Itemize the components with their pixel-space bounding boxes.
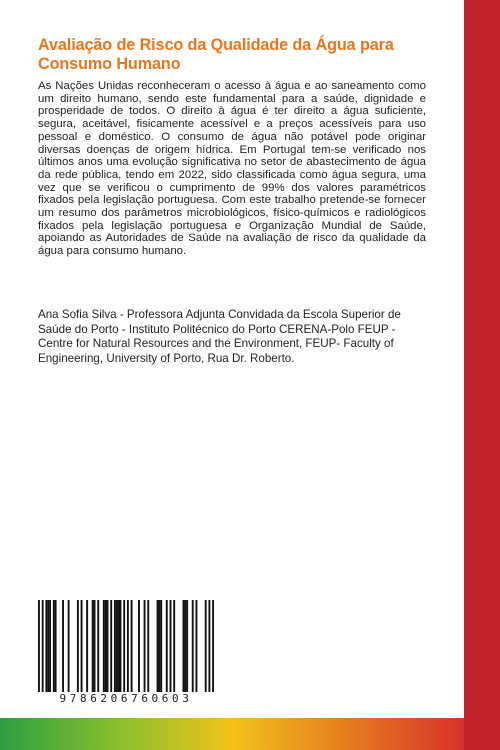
book-abstract: As Nações Unidas reconheceram o acesso à água e ao saneamento como um direito humano, sendo este fundamental para a saúde, dignidade e prosperidade de todos. O direito à água é ter direito a água suficiente, segura, aceitável, fisicamente acessível e a preços acessíveis para uso pessoal e doméstico. O consumo de água não potável pode originar diversas doenças de origem hídrica. Em Portugal tem-se verificado nos últimos anos uma evolução significativa no setor de abastecimento de água da rede pública, tendo em 2022, sido classificada como água segura, uma vez que se verificou o cumprimento de 99% dos valores paramétricos fixados pela legislação portuguesa. Com este trabalho pretende-se fornecer um resumo dos parâmetros microbiológicos, físico-químicos e radiológicos fixados pela legislação portuguesa e Organização Mundial de Saúde, apoiando as Autoridades de Saúde na avaliação de risco da qualidade da água para consumo humano.: [38, 80, 426, 258]
color-strip-segment: [0, 718, 93, 750]
back-cover-text: [38, 36, 426, 258]
isbn-barcode: [38, 600, 214, 710]
author-bio: Ana Sofia Silva - Professora Adjunta Convidada da Escola Superior de Saúde do Porto - Instituto Politécnico do Porto CERENA-Polo FEUP - Centre for Natural Resources and the Environment, FEUP- Faculty of Engineering, University of Porto, Rua Dr. Roberto.: [38, 308, 401, 365]
book-title: Avaliação de Risco da Qualidade da Água para Consumo Humano: [38, 36, 394, 73]
spine-band: [464, 0, 500, 750]
isbn-number: 9786206760603: [59, 692, 193, 705]
color-strip-segment: [278, 718, 371, 750]
color-strip-segment: [186, 718, 279, 750]
color-strip: [0, 718, 464, 750]
color-strip-segment: [93, 718, 186, 750]
barcode-icon: [38, 600, 214, 692]
color-strip-segment: [371, 718, 464, 750]
